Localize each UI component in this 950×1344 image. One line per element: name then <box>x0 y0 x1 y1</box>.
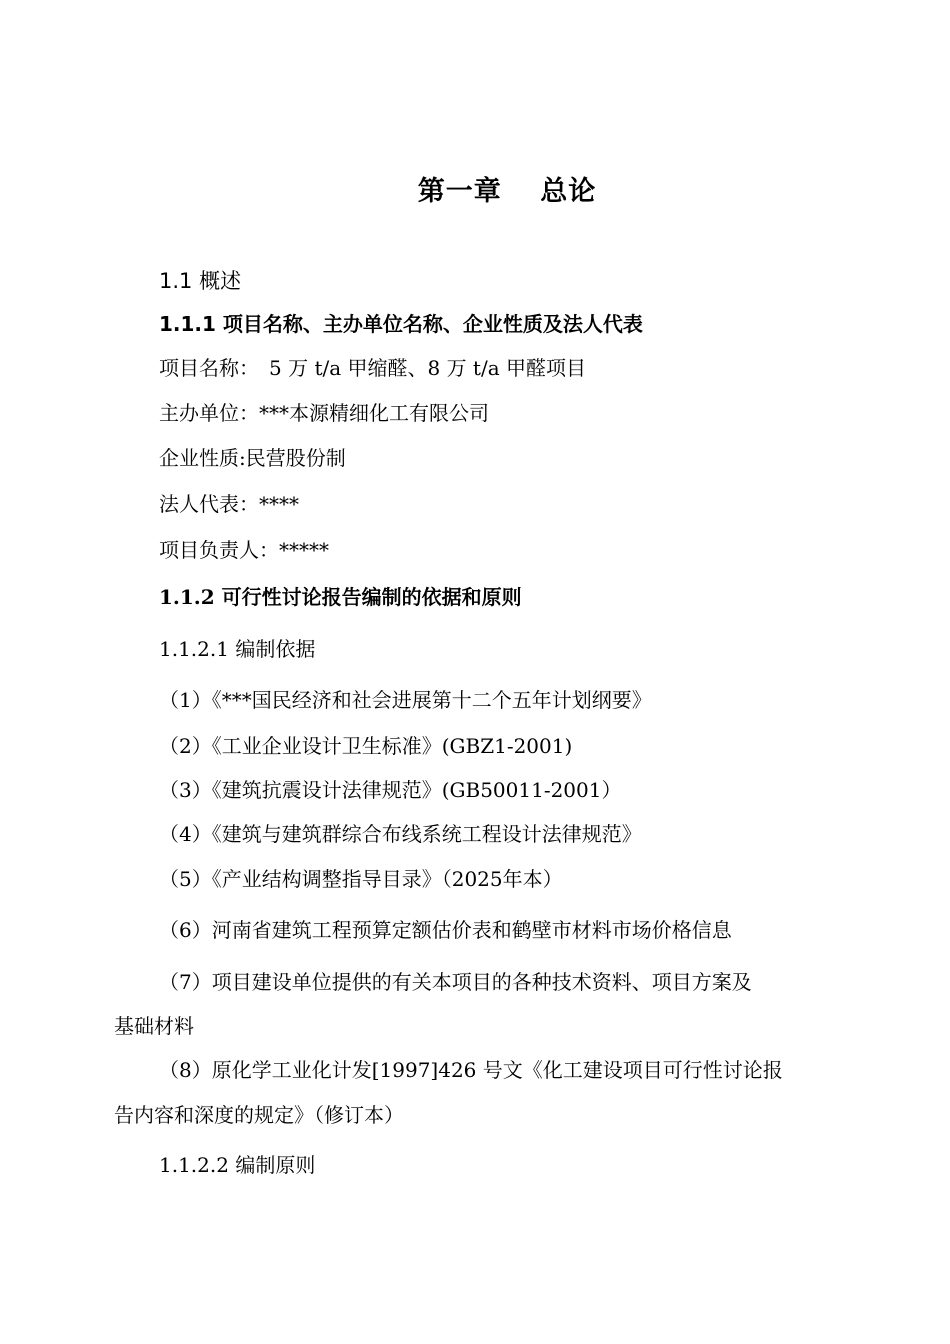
basis-item-7-line1: （7）项目建设单位提供的有关本项目的各种技术资料、项目方案及 <box>159 970 752 994</box>
section-heading-1-1: 1.1 概述 <box>159 269 242 293</box>
basis-item: （4）《建筑与建筑群综合布线系统工程设计法律规范》 <box>159 822 642 846</box>
basis-item: （2）《工业企业设计卫生标准》(GBZ1-2001) <box>159 734 573 758</box>
section-heading-1-1-2: 1.1.2 可行性讨论报告编制的依据和原则 <box>159 585 522 609</box>
chapter-title: 第一章 总论 <box>417 176 597 207</box>
basis-item: （3）《建筑抗震设计法律规范》(GB50011-2001） <box>159 778 622 802</box>
project-lead-line: 项目负责人：***** <box>159 538 329 562</box>
sponsor-line: 主办单位：***本源精细化工有限公司 <box>159 401 489 425</box>
section-heading-1-1-1: 1.1.1 项目名称、主办单位名称、企业性质及法人代表 <box>159 312 643 336</box>
basis-item-8-line1: （8）原化学工业化计发[1997]426 号文《化工建设项目可行性讨论报 <box>159 1058 783 1082</box>
enterprise-nature-line: 企业性质:民营股份制 <box>159 446 346 470</box>
basis-item-8-line2: 告内容和深度的规定》（修订本） <box>114 1103 404 1127</box>
project-name-line: 项目名称： 5 万 t/a 甲缩醛、8 万 t/a 甲醛项目 <box>159 356 586 380</box>
basis-item: （1）《***国民经济和社会进展第十二个五年计划纲要》 <box>159 688 652 712</box>
basis-item: （5）《产业结构调整指导目录》（2025年本） <box>159 867 563 891</box>
section-heading-1-1-2-2: 1.1.2.2 编制原则 <box>159 1153 316 1177</box>
basis-item-7-line2: 基础材料 <box>114 1014 194 1038</box>
basis-item: （6）河南省建筑工程预算定额估价表和鹤壁市材料市场价格信息 <box>159 918 732 942</box>
section-heading-1-1-2-1: 1.1.2.1 编制依据 <box>159 637 316 661</box>
legal-representative-line: 法人代表：**** <box>159 492 299 516</box>
